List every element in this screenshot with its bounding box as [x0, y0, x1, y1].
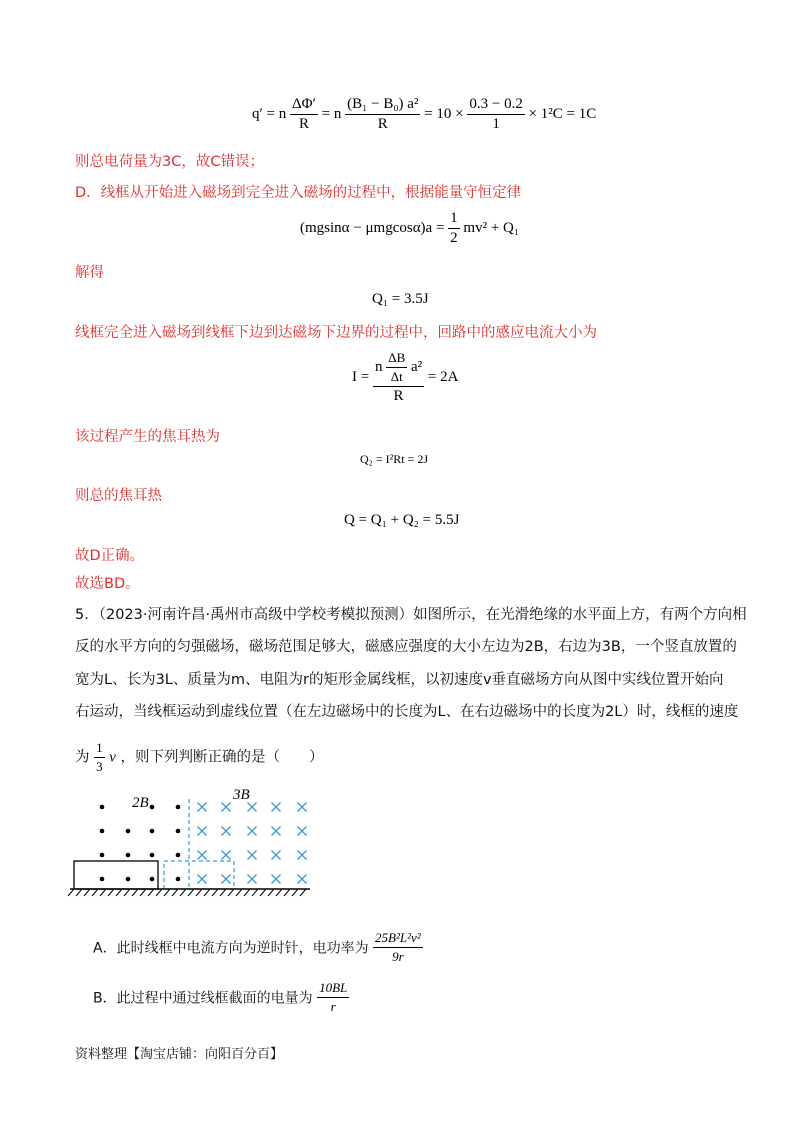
- fraction-numerator: ΔB: [386, 350, 407, 368]
- text-d-correct: 故D正确。: [75, 548, 145, 564]
- field-cross: [222, 803, 231, 812]
- field-cross: [198, 803, 207, 812]
- hatch-mark: [292, 889, 298, 896]
- fraction-numerator: 1: [94, 740, 105, 758]
- fraction-numerator: 10BL: [317, 980, 349, 998]
- footer-credit: 资料整理【淘宝店铺：向阳百分百】: [75, 1047, 284, 1062]
- field-cross: [272, 851, 281, 860]
- fraction-numerator: 0.3 − 0.2: [467, 96, 524, 115]
- field-dot: [126, 829, 131, 834]
- fraction-denominator: 3: [96, 759, 103, 774]
- fraction-denominator: R: [393, 388, 404, 404]
- text-d-intro: D．线框从开始进入磁场到完全进入磁场的过程中，根据能量守恒定律: [75, 185, 522, 201]
- formula-text: I =: [352, 368, 370, 385]
- field-dot: [150, 829, 155, 834]
- hatch-mark: [172, 889, 178, 896]
- field-dot: [100, 829, 105, 834]
- velocity-symbol: v: [109, 749, 116, 766]
- frame-solid-position: [74, 861, 158, 889]
- hatch-mark: [108, 889, 114, 896]
- field-cross: [272, 875, 281, 884]
- field-dot: [176, 829, 181, 834]
- hatch-mark: [84, 889, 90, 896]
- question-5-line3: 宽为L、长为3L、质量为m、电阻为r的矩形金属线框，以初速度v垂直磁场方向从图中实线位置开始向: [75, 672, 724, 688]
- field-dot: [150, 853, 155, 858]
- field-cross: [222, 851, 231, 860]
- field-dot: [126, 853, 131, 858]
- hatch-mark: [196, 889, 202, 896]
- hatch-mark: [148, 889, 154, 896]
- hatch-mark: [212, 889, 218, 896]
- fraction: [467, 96, 524, 133]
- field-cross: [248, 803, 257, 812]
- formula-text: n: [374, 358, 383, 375]
- formula-text: = n: [321, 105, 342, 122]
- hatch-mark: [252, 889, 258, 896]
- field-cross: [298, 803, 307, 812]
- fraction-numerator: [373, 350, 424, 387]
- fraction-denominator: 9r: [392, 949, 404, 964]
- field-cross: [248, 875, 257, 884]
- field-cross: [198, 827, 207, 836]
- field-cross: [248, 827, 257, 836]
- field-dot: [176, 853, 181, 858]
- hatch-mark: [188, 889, 194, 896]
- text-current: 线框完全进入磁场到线框下边到达磁场下边界的过程中，回路中的感应电流大小为: [75, 325, 597, 341]
- field-cross: [198, 851, 207, 860]
- field-cross: [222, 875, 231, 884]
- hatch-mark: [204, 889, 210, 896]
- formula-energy: [300, 210, 519, 247]
- hatch-mark: [180, 889, 186, 896]
- hatch-mark: [76, 889, 82, 896]
- hatch-mark: [68, 889, 74, 896]
- field-cross: [198, 875, 207, 884]
- hatch-mark: [92, 889, 98, 896]
- formula-text: a²: [411, 358, 423, 375]
- frame-dashed-position: [164, 861, 234, 889]
- field-dot: [100, 805, 105, 810]
- label-2b: 2B: [132, 795, 149, 811]
- formula-charge: [252, 96, 596, 133]
- text-choose: 故选BD。: [75, 576, 140, 592]
- field-cross: [248, 851, 257, 860]
- fraction: [386, 350, 407, 385]
- field-dot: [150, 805, 155, 810]
- text-solve: 解得: [75, 265, 104, 281]
- question-5-line5: [75, 740, 324, 775]
- fraction-denominator: 1: [492, 116, 500, 132]
- hatch-mark: [100, 889, 106, 896]
- magnetic-field-figure: [66, 785, 326, 905]
- fraction-denominator: r: [330, 999, 336, 1014]
- option-a[interactable]: [93, 930, 423, 965]
- option-a-text: A．此时线框中电流方向为逆时针，电功率为: [93, 940, 369, 957]
- fraction: [94, 740, 105, 775]
- fraction-numerator: ΔΦ′: [290, 96, 318, 115]
- hatch-mark: [132, 889, 138, 896]
- formula-q1: Q₁ = 3.5J: [372, 291, 429, 307]
- formula-current: [352, 350, 458, 405]
- option-b-text: B．此过程中通过线框截面的电量为: [93, 990, 313, 1007]
- ground-hatching: [68, 889, 306, 896]
- field-cross: [272, 827, 281, 836]
- fraction-denominator: 2: [450, 230, 458, 246]
- fraction-numerator: (B₁ − B₀) a²: [345, 96, 420, 115]
- fraction-numerator: 25B²L²v²: [373, 930, 423, 948]
- hatch-mark: [164, 889, 170, 896]
- field-dot: [176, 877, 181, 882]
- question-text: 为: [75, 749, 90, 766]
- question-text: ，则下列判断正确的是（ ）: [120, 749, 324, 766]
- hatch-mark: [244, 889, 250, 896]
- question-5-line4: 右运动，当线框运动到虚线位置（在左边磁场中的长度为L、在右边磁场中的长度为2L）时，线框的速度: [75, 704, 739, 720]
- formula-text: = 10 ×: [424, 105, 464, 122]
- hatch-mark: [276, 889, 282, 896]
- formula-text: (mgsinα − μmgcosα)a =: [300, 219, 445, 236]
- question-5-line2: 反的水平方向的匀强磁场，磁场范围足够大，磁感应强度的大小左边为2B，右边为3B，一个竖直放置的: [75, 639, 737, 655]
- hatch-mark: [268, 889, 274, 896]
- hatch-mark: [116, 889, 122, 896]
- text-heat: 该过程产生的焦耳热为: [75, 429, 220, 445]
- field-dot: [126, 877, 131, 882]
- field-dot: [150, 877, 155, 882]
- option-b[interactable]: [93, 980, 349, 1015]
- hatch-mark: [124, 889, 130, 896]
- fraction-numerator: 1: [448, 210, 460, 229]
- field-dots-out-of-page: [100, 805, 181, 882]
- field-dot: [100, 877, 105, 882]
- formula-text: × 1²C = 1C: [528, 105, 597, 122]
- hatch-mark: [284, 889, 290, 896]
- fraction: [373, 350, 424, 405]
- formula-q2: Q₂ = I²Rt = 2J: [360, 452, 428, 466]
- hatch-mark: [140, 889, 146, 896]
- text-total-heat: 则总的焦耳热: [75, 488, 162, 504]
- fraction-denominator: Δt: [390, 369, 403, 384]
- hatch-mark: [220, 889, 226, 896]
- formula-q-total: Q = Q₁ + Q₂ = 5.5J: [344, 512, 460, 528]
- label-3b: 3B: [233, 787, 250, 803]
- fraction: [373, 930, 423, 965]
- field-cross: [222, 827, 231, 836]
- fraction-denominator: R: [298, 116, 309, 132]
- field-crosses-into-page: [198, 803, 307, 884]
- text-total-charge: 则总电荷量为3C，故C错误；: [75, 154, 264, 170]
- hatch-mark: [260, 889, 266, 896]
- field-cross: [298, 875, 307, 884]
- field-cross: [298, 827, 307, 836]
- fraction: [290, 96, 318, 133]
- fraction: [345, 96, 420, 133]
- field-cross: [298, 851, 307, 860]
- fraction: [317, 980, 349, 1015]
- formula-text: = 2A: [427, 368, 459, 385]
- question-5-line1: 5．（2023·河南许昌·禹州市高级中学校考模拟预测）如图所示，在光滑绝缘的水平面上方，有两个方向相: [75, 607, 747, 623]
- field-cross: [272, 803, 281, 812]
- hatch-mark: [236, 889, 242, 896]
- formula-text: q′ = n: [252, 105, 287, 122]
- hatch-mark: [228, 889, 234, 896]
- hatch-mark: [156, 889, 162, 896]
- field-dot: [176, 805, 181, 810]
- formula-text: mv² + Q₁: [463, 219, 520, 236]
- field-dot: [100, 853, 105, 858]
- fraction-denominator: R: [377, 116, 388, 132]
- hatch-mark: [300, 889, 306, 896]
- fraction: [448, 210, 460, 247]
